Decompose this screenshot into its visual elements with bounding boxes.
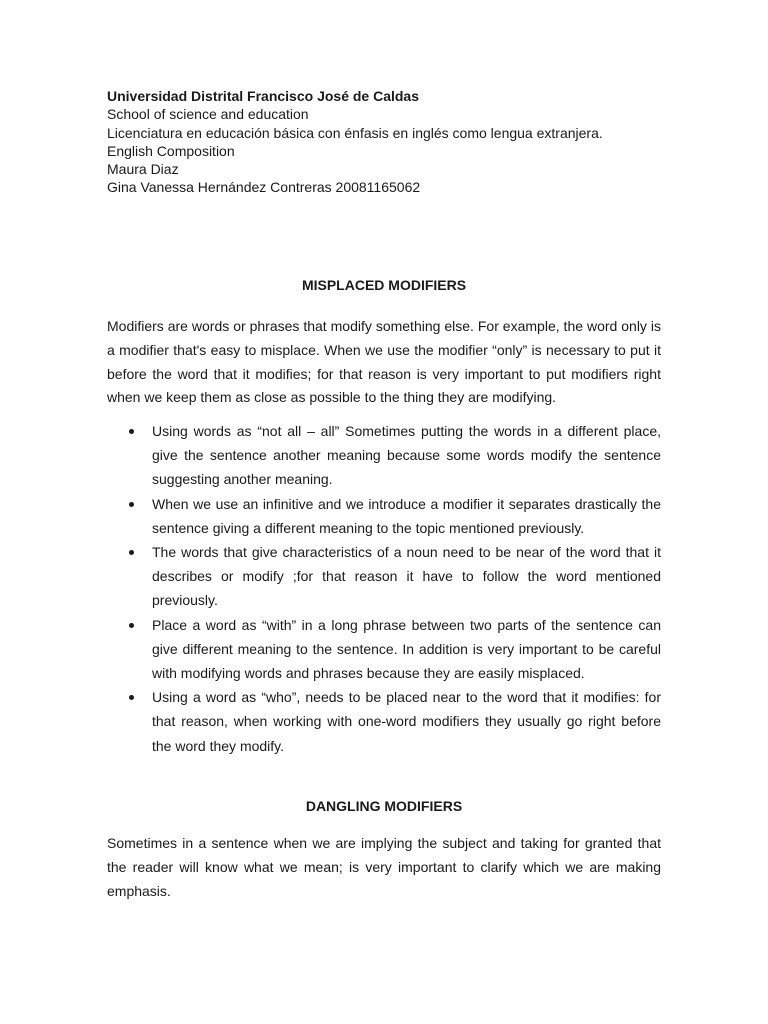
bullet-text: When we use an infinitive and we introduce a modifier it separates drastically the sentence giving a different meaning to the topic mentioned previously. — [152, 495, 661, 536]
bullet-icon — [129, 429, 134, 434]
bullet-icon — [129, 502, 134, 507]
bullet-text: Place a word as “with” in a long phrase between two parts of the sentence can give different meaning to the sentence. In addition is very important to be careful with modifying words and phrases because they are easily misplaced. — [152, 616, 661, 682]
bullet-icon — [129, 695, 134, 700]
school-name: School of science and education — [107, 106, 309, 123]
misplaced-modifiers-heading: MISPLACED MODIFIERS — [301, 277, 467, 293]
document-header — [107, 87, 603, 197]
list-item — [107, 419, 661, 492]
list-item — [107, 540, 661, 613]
list-item — [107, 492, 661, 540]
program-name: Licenciatura en educación básica con énfasis en inglés como lengua extranjera. — [107, 124, 603, 141]
course-name: English Composition — [107, 142, 235, 159]
misplaced-intro-paragraph: Modifiers are words or phrases that modify something else. For example, the word only is a modifier that's easy to misplace. When we use the modifier “only” is necessary to put it before the word that it modifies; for that reason is very important to put modifiers right when we keep them as close as possible to the thing they are modifying. — [107, 318, 661, 406]
list-item — [107, 613, 661, 686]
bullet-text: The words that give characteristics of a noun need to be near of the word that it describes or modify ;for that reason it have to follow the word mentioned previously. — [152, 544, 661, 609]
bullet-text: Using a word as “who”, needs to be placed near to the word that it modifies: for that reason, when working with one-word modifiers they usually go right before the word they modify. — [152, 689, 661, 754]
dangling-modifiers-heading: DANGLING MODIFIERS — [305, 798, 463, 814]
bullet-icon — [129, 623, 134, 628]
dangling-intro-paragraph: Sometimes in a sentence when we are implying the subject and taking for granted that the reader will know what we mean; is very important to clarify which we are making emphasis. — [107, 835, 661, 899]
bullet-text: Using words as “not all – all” Sometimes putting the words in a different place, give the sentence another meaning because some words modify the sentence suggesting another meaning. — [152, 423, 661, 488]
misplaced-bullet-list — [107, 419, 661, 758]
university-name: Universidad Distrital Francisco José de Caldas — [107, 88, 420, 104]
bullet-icon — [129, 550, 134, 555]
list-item — [107, 685, 661, 758]
student-name: Gina Vanessa Hernández Contreras 20081165062 — [107, 179, 421, 196]
teacher-name: Maura Diaz — [107, 161, 179, 178]
